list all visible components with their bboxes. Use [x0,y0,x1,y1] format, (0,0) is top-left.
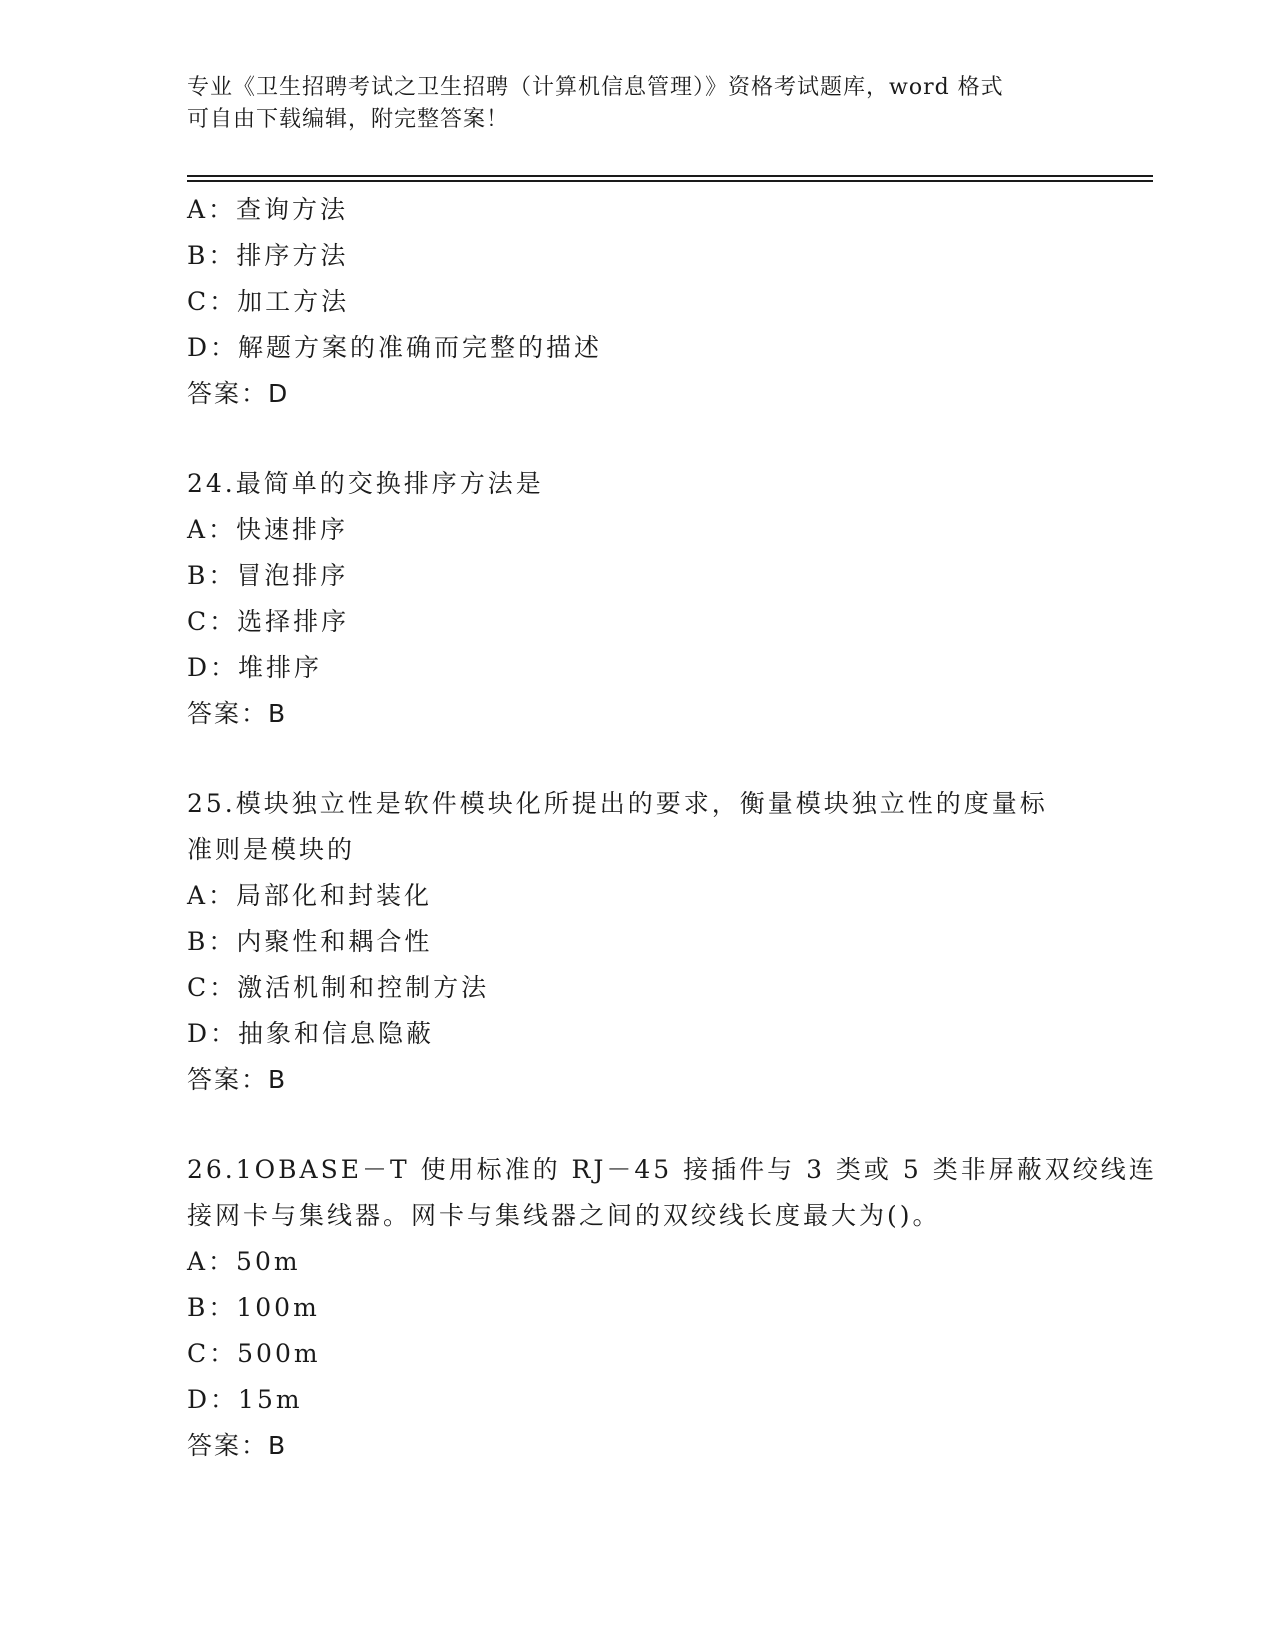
question-stem-line-1: 25.模块独立性是软件模块化所提出的要求，衡量模块独立性的度量标 [187,789,1048,818]
answer-line: 答案：B [187,1065,288,1094]
option-a: A：查询方法 [187,195,349,224]
option-b: B：内聚性和耦合性 [187,927,433,956]
option-d: D：堆排序 [187,653,323,682]
question-24 [187,461,1087,737]
question-23 [187,187,1087,417]
question-stem: 24.最简单的交换排序方法是 [187,469,544,498]
header-line-1: 专业《卫生招聘考试之卫生招聘（计算机信息管理）》资格考试题库，word 格式 [187,75,1004,100]
option-c: C：加工方法 [187,287,350,316]
option-a: A：局部化和封装化 [187,881,433,910]
header-divider-bottom [187,180,1153,182]
answer-line: 答案：B [187,699,288,728]
option-a: A：50m [187,1247,301,1276]
question-stem-line-2: 接网卡与集线器。网卡与集线器之间的双绞线长度最大为()。 [187,1201,941,1230]
question-stem-line-2: 准则是模块的 [187,835,356,864]
header-divider-top [187,175,1153,177]
answer-line: 答案：B [187,1431,288,1460]
question-26 [187,1147,1157,1469]
question-list [187,187,1157,1469]
option-b: B：100m [187,1293,320,1322]
question-25 [187,781,1087,1103]
answer-line: 答案：D [187,379,290,408]
option-d: D：15m [187,1385,303,1414]
option-c: C：激活机制和控制方法 [187,973,490,1002]
header-line-2: 可自由下载编辑，附完整答案！ [187,107,510,132]
option-c: C：500m [187,1339,321,1368]
question-stem-line-1: 26.1OBASE－T 使用标准的 RJ－45 接插件与 3 类或 5 类非屏蔽双绞线连 [187,1155,1157,1184]
option-d: D：解题方案的准确而完整的描述 [187,333,603,362]
option-b: B：冒泡排序 [187,561,349,590]
option-d: D：抽象和信息隐蔽 [187,1019,435,1048]
option-b: B：排序方法 [187,241,349,270]
option-c: C：选择排序 [187,607,350,636]
document-header [187,72,1087,136]
option-a: A：快速排序 [187,515,349,544]
